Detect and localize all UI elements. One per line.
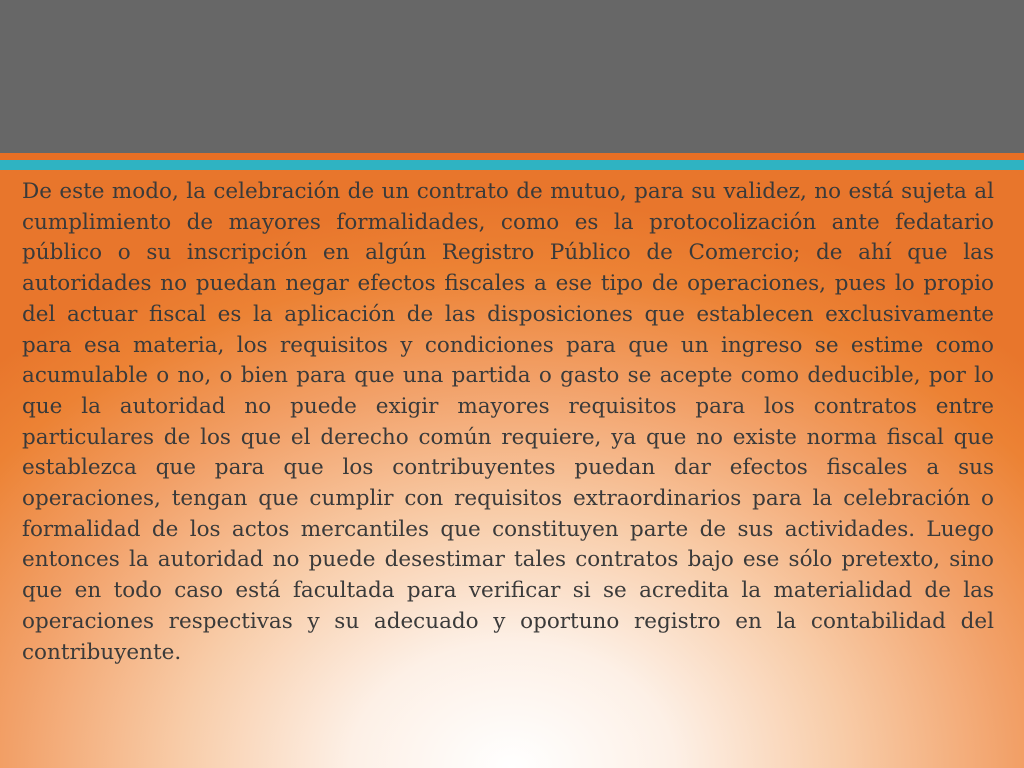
accent-stripe-teal: [0, 160, 1024, 170]
accent-stripe-orange: [0, 153, 1024, 160]
body-paragraph: De este modo, la celebración de un contrato de mutuo, para su validez, no está sujeta al cumplimiento de mayores formalidades, como es la protocolización ante fedatario público o su inscripción en algún Registro Público de Comercio; de ahí que las autoridades no puedan negar efectos fiscales a ese tipo de operaciones, pues lo propio del actuar fiscal es la aplicación de las disposiciones que establecen exclusivamente para esa materia, los requisitos y condiciones para que un ingreso se estime como acumulable o no, o bien para que una partida o gasto se acepte como deducible, por lo que la autoridad no puede exigir mayores requisitos para los contratos entre particulares de los que el derecho común requiere, ya que no existe norma fiscal que establezca que para que los contribuyentes puedan dar efectos fiscales a sus operaciones, tengan que cumplir con requisitos extraordinarios para la celebración o formalidad de los actos mercantiles que constituyen parte de sus actividades. Luego entonces la autoridad no puede desestimar tales contratos bajo ese sólo pretexto, sino que en todo caso está facultada para verificar si se acredita la materialidad de las operaciones respectivas y su adecuado y oportuno registro en la contabilidad del contribuyente.: [22, 179, 994, 665]
title-bar: [0, 0, 1024, 153]
